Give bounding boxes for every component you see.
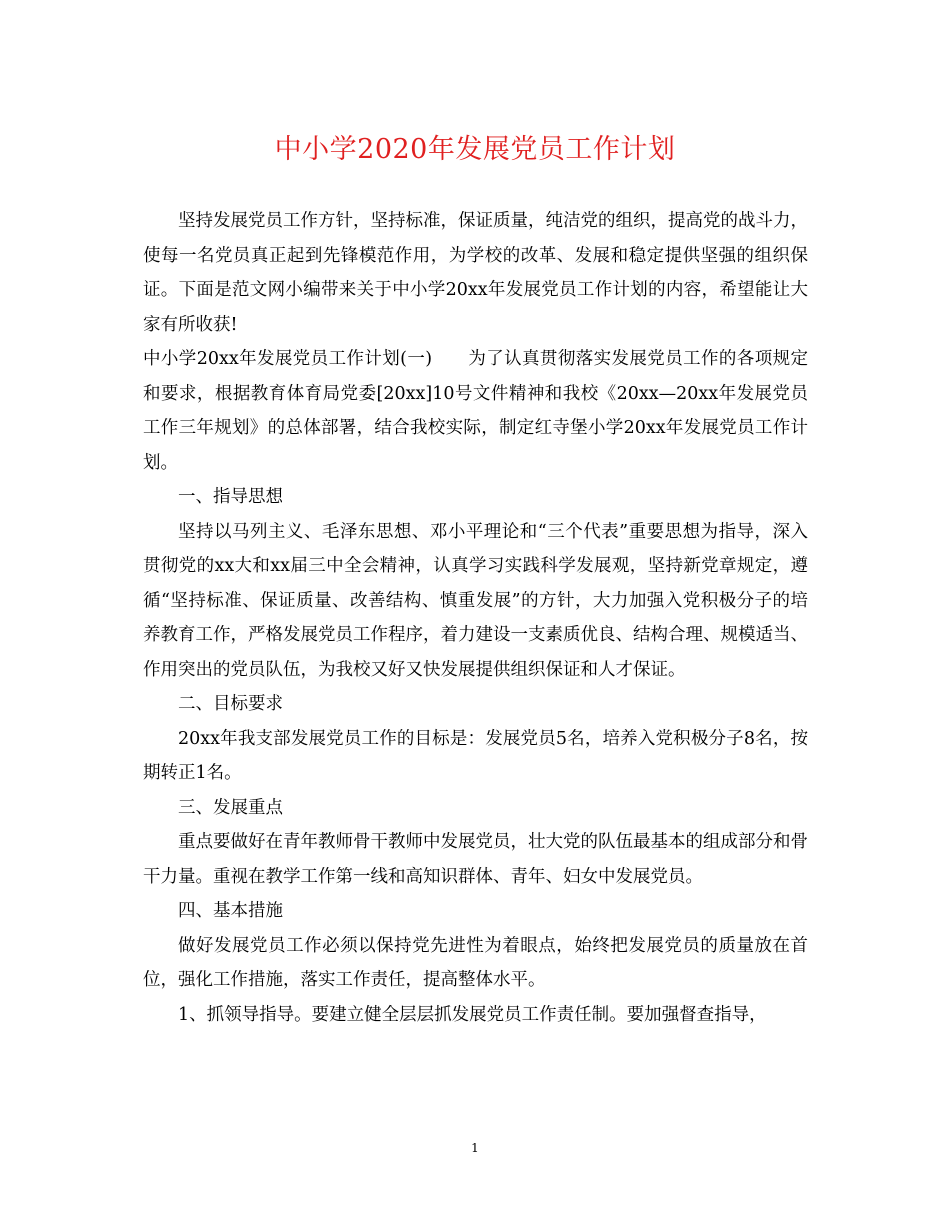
- paragraph-guiding-thought: 坚持以马列主义、毛泽东思想、邓小平理论和“三个代表”重要思想为指导，深入贯彻党的xx大和xx届三中全会精神，认真学习实践科学发展观，坚持新党章规定，遵循“坚持标准、保证质量、改善结构、慎重发展”的方针，大力加强入党积极分子的培养教育工作，严格发展党员工作程序，着力建设一支素质优良、结构合理、规模适当、作用突出的党员队伍，为我校又好又快发展提供组织保证和人才保证。: [143, 521, 808, 680]
- paragraph-plan-one: 中小学20xx年发展党员工作计划(一) 为了认真贯彻落实发展党员工作的各项规定和要求，根据教育体育局党委[20xx]10号文件精神和我校《20xx—20xx年发展党员工作三年规划》的总体部署，结合我校实际，制定红寺堡小学20xx年发展党员工作计划。: [143, 349, 808, 473]
- section-heading-measures: 四、基本措施: [178, 901, 283, 921]
- document-body: [143, 204, 808, 1032]
- paragraph-goals: 20xx年我支部发展党员工作的目标是：发展党员5名，培养入党积极分子8名，按期转正1名。: [143, 728, 808, 783]
- document-title: 中小学2020年发展党员工作计划: [274, 134, 676, 165]
- paragraph-intro: 坚持发展党员工作方针，坚持标准，保证质量，纯洁党的组织，提高党的战斗力，使每一名党员真正起到先锋模范作用，为学校的改革、发展和稳定提供坚强的组织保证。下面是范文网小编带来关于中小学20xx年发展党员工作计划的内容，希望能让大家有所收获!: [143, 211, 808, 335]
- section-heading-focus: 三、发展重点: [178, 797, 283, 818]
- paragraph-focus: 重点要做好在青年教师骨干教师中发展党员，壮大党的队伍最基本的组成部分和骨干力量。重视在教学工作第一线和高知识群体、青年、妇女中发展党员。: [143, 832, 808, 887]
- section-heading-goals: 二、目标要求: [178, 694, 283, 714]
- paragraph-measures: 做好发展党员工作必须以保持党先进性为着眼点，始终把发展党员的质量放在首位，强化工作措施，落实工作责任，提高整体水平。: [143, 935, 808, 990]
- paragraph-measure-one: 1、抓领导指导。要建立健全层层抓发展党员工作责任制。要加强督查指导，: [178, 1004, 767, 1025]
- section-heading-guiding-thought: 一、指导思想: [178, 487, 283, 507]
- page-number: 1: [471, 1141, 479, 1155]
